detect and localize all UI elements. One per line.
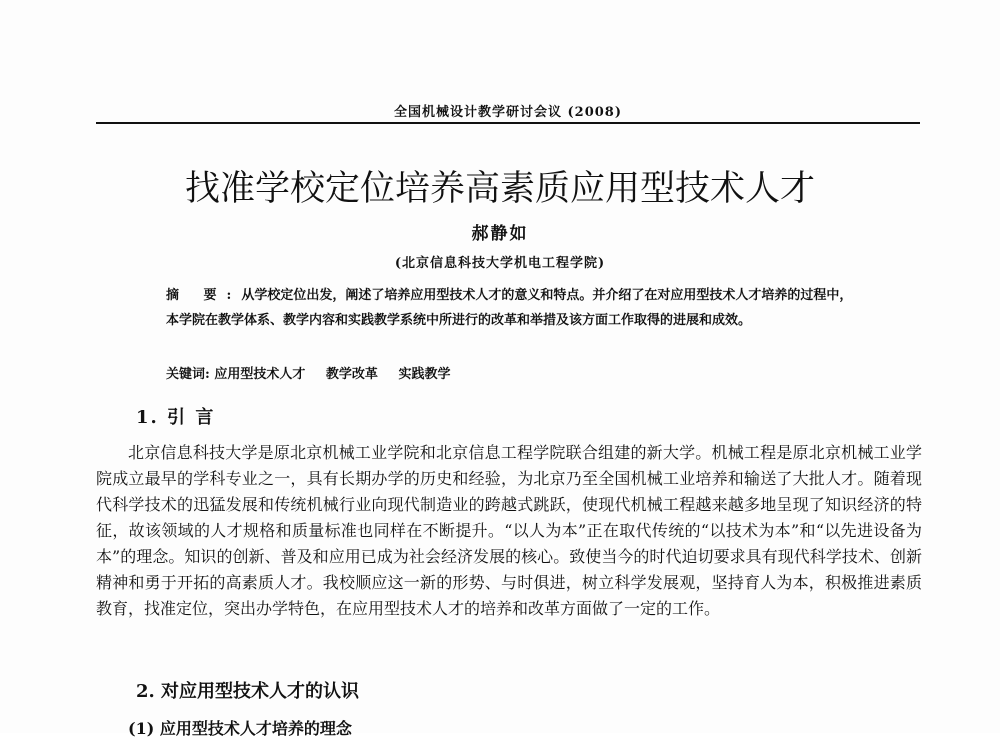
article-title: 找准学校定位培养高素质应用型技术人才 [184,169,815,209]
abstract-label: 摘 要: [166,288,242,303]
keywords-label: 关键词: [166,367,210,382]
section-heading-understanding: 2. 对应用型技术人才的认识 [136,681,360,702]
author-name: 郝静如 [471,224,529,244]
header-rule [96,122,920,124]
keywords [166,363,856,382]
introduction-paragraph: 北京信息科技大学是原北京机械工业学院和北京信息工程学院联合组建的新大学。机械工程是原北京机械工业学院成立最早的学科专业之一，具有长期办学的历史和经验，为北京乃至全国机械工业培养和输送了大批人才。随着现代科学技术的迅猛发展和传统机械行业向现代制造业的跨越式跳跃，使现代机械工程越来越多地呈现了知识经济的特征，故该领域的人才规格和质量标准也同样在不断提升。“以人为本”正在取代传统的“以技术为本”和“以先进设备为本”的理念。知识的创新、普及和应用已成为社会经济发展的核心。致使当今的时代迫切要求具有现代科学技术、创新精神和勇于开拓的高素质人才。我校顺应这一新的形势、与时俱进，树立科学发展观，坚持育人为本，积极推进素质教育，找准定位，突出办学特色，在应用型技术人才的培养和改革方面做了一定的工作。 [96,443,922,618]
keyword-item: 应用型技术人才 [214,367,306,382]
section-heading-introduction: 1. 引 言 [136,407,216,428]
abstract [166,283,856,333]
author-affiliation: (北京信息科技大学机电工程学院) [394,256,606,271]
running-header: 全国机械设计教学研讨会议 (2008) [393,105,622,120]
subsection-heading: (1) 应用型技术人才培养的理念 [128,719,352,738]
keyword-item: 实践教学 [398,367,451,382]
abstract-text: 从学校定位出发，阐述了培养应用型技术人才的意义和特点。并介绍了在对应用型技术人才培养的过程中，本学院在教学体系、教学内容和实践教学系统中所进行的改革和举措及该方面工作取得的进展和成效。 [166,288,853,328]
keyword-item: 教学改革 [325,367,378,382]
